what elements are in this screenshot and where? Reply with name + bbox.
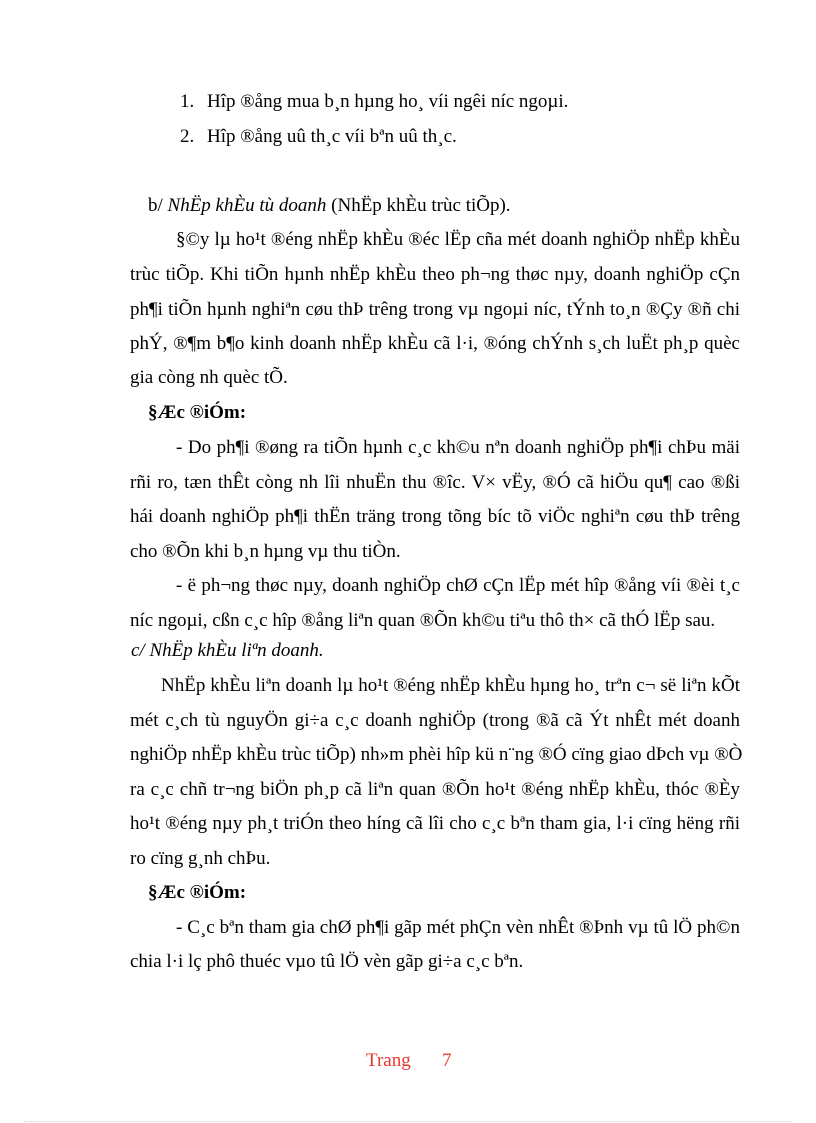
paragraph-line: ra c¸c chñ tr¬ng biÖn ph¸p cã liªn quan ®Õn ho¹t ®éng nhËp khÈu, thóc ®Èy [130,779,740,800]
paragraph-line: ho¹t ®éng nµy ph¸t triÓn theo híng cã lîi cho c¸c bªn tham gia, l·i cïng hëng rñi [130,813,740,834]
section-c-heading: c/ NhËp khÈu liªn doanh. [131,640,324,661]
list-number: 2. [180,126,195,147]
paragraph-line: nghiÖp nhËp khÈu trùc tiÕp) nh»m phèi hîp kü n¨ng ®Ó cïng giao dÞch vµ ®Ò [130,744,743,765]
paragraph-line: trùc tiÕp. Khi tiÕn hµnh nhËp khÈu theo ph¬ng thøc nµy, doanh nghiÖp cÇn [130,264,740,285]
paragraph-line: NhËp khÈu liªn doanh lµ ho¹t ®éng nhËp khÈu hµng ho¸ trªn c¬ së liªn kÕt [161,675,740,696]
section-b-heading-italic: NhËp khÈu tù doanh [167,195,327,216]
feature-heading: §Æc ®iÓm: [148,882,247,903]
paragraph-line: ph¶i tiÕn hµnh nghiªn cøu thÞ trêng trong vµ ngoµi níc, tÝnh to¸n ®Çy ®ñ chi [130,299,740,320]
paragraph-line: §©y lµ ho¹t ®éng nhËp khÈu ®éc lËp cña mét doanh nghiÖp nhËp khÈu [176,229,740,250]
bullet-line: - C¸c bªn tham gia chØ ph¶i gãp mét phÇn vèn nhÊt ®Þnh vµ tû lÖ ph©n [176,917,740,938]
list-item-1 [180,91,568,113]
list-text: Hîp ®ång mua b¸n hµng ho¸ víi ngêi níc ngoµi. [207,91,569,112]
bullet-line: cho ®Õn khi b¸n hµng vµ thu tiÒn. [130,541,401,562]
bullet-line: rñi ro, tæn thÊt còng nh lîi nhuËn thu ®îc. V× vËy, ®Ó cã hiÖu qu¶ cao ®ßi [130,472,740,493]
paragraph-line: gia còng nh quèc tÕ. [130,367,288,388]
section-b-heading [148,195,511,217]
bullet-line: chia l·i lç phô thuéc vµo tû lÖ vèn gãp gi÷a c¸c bªn. [130,951,524,972]
list-item-2 [180,126,457,148]
paragraph-line: phÝ, ®¶m b¶o kinh doanh nhËp khÈu cã l·i, ®óng chÝnh s¸ch luËt ph¸p quèc [130,333,740,354]
section-b-heading-prefix: b/ [148,195,168,216]
bullet-line: hái doanh nghiÖp ph¶i thËn träng trong tõng bíc tõ viÖc nghiªn cøu thÞ trêng [130,506,740,527]
bullet-line: níc ngoµi, cßn c¸c hîp ®ång liªn quan ®Õn kh©u tiªu thô th× cã thÓ lËp sau. [130,610,716,631]
paragraph-line: ro cïng g¸nh chÞu. [130,848,271,869]
bullet-line: - Do ph¶i ®øng ra tiÕn hµnh c¸c kh©u nªn doanh nghiÖp ph¶i chÞu mäi [176,437,740,458]
paragraph-line: mét c¸ch tù nguyÖn gi÷a c¸c doanh nghiÖp (trong ®ã cã Ýt nhÊt mét doanh [130,710,740,731]
list-number: 1. [180,91,195,112]
section-b-heading-suffix: (NhËp khÈu trùc tiÕp). [326,195,511,216]
page-bottom-divider [24,1121,792,1122]
feature-heading: §Æc ®iÓm: [148,402,247,423]
bullet-line: - ë ph¬ng thøc nµy, doanh nghiÖp chØ cÇn lËp mét hîp ®ång víi ®èi t¸c [176,575,740,596]
page-number: 7 [442,1050,452,1071]
list-text: Hîp ®ång uû th¸c víi bªn uû th¸c. [207,126,457,147]
page-label: Trang [366,1050,411,1071]
